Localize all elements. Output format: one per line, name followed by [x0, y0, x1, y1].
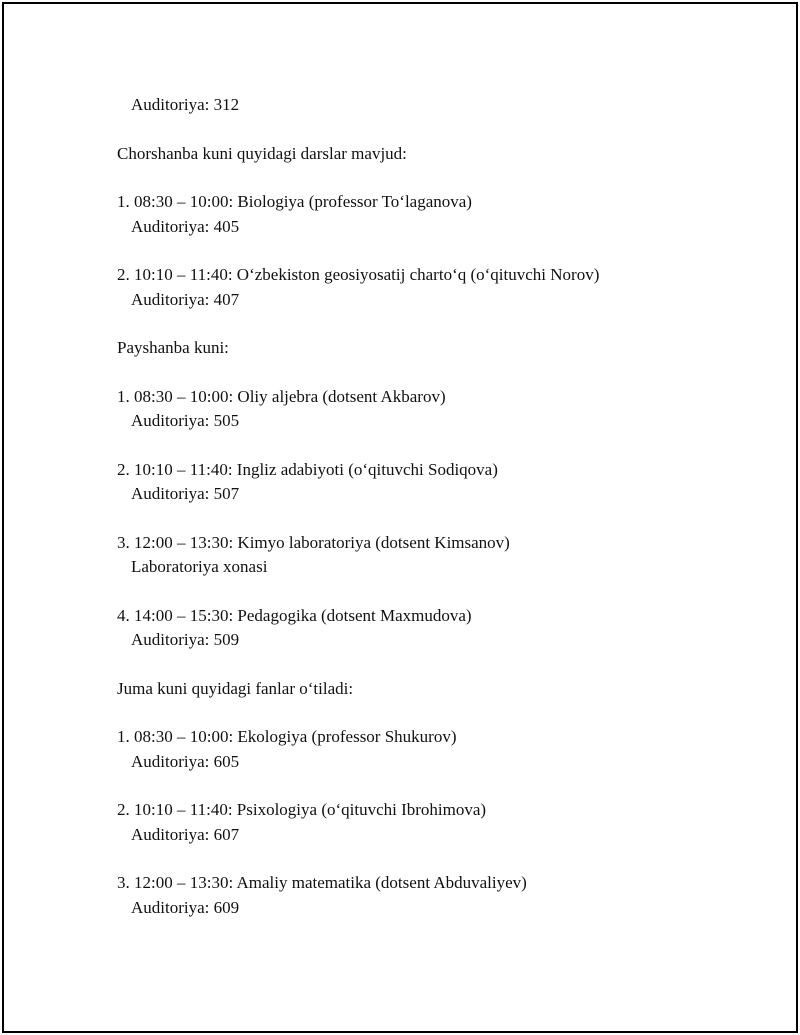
room-line: Auditoriya: 609	[131, 897, 240, 917]
room-line: Auditoriya: 605	[131, 751, 240, 771]
schedule-item-line: 3. 12:00 – 13:30: Amaliy matematika (dotsent Abduvaliyev)	[117, 873, 527, 892]
schedule-item	[117, 190, 757, 239]
room-line: Laboratoriya xonasi	[131, 557, 268, 576]
section-heading: Payshanba kuni:	[117, 338, 229, 357]
schedule-item-line: 1. 08:30 – 10:00: Ekologiya (professor Shukurov)	[117, 727, 457, 746]
schedule-item	[117, 458, 757, 507]
room-line: Auditoriya: 507	[131, 484, 240, 503]
schedule-item	[117, 263, 757, 312]
schedule-item-line: 1. 08:30 – 10:00: Biologiya (professor To‘laganova)	[117, 192, 472, 211]
room-line: Auditoriya: 505	[131, 411, 240, 430]
schedule-item-line: 2. 10:10 – 11:40: O‘zbekiston geosiyosatij charto‘q (o‘qituvchi Norov)	[117, 265, 600, 284]
section-heading-block	[117, 142, 757, 167]
schedule-item	[117, 725, 757, 774]
schedule-item-line: 2. 10:10 – 11:40: Ingliz adabiyoti (o‘qituvchi Sodiqova)	[117, 459, 498, 479]
section-heading: Juma kuni quyidagi fanlar o‘tiladi:	[117, 678, 354, 698]
schedule-item	[117, 385, 757, 434]
schedule-item	[117, 531, 757, 580]
schedule-item	[117, 871, 757, 920]
schedule-item	[117, 798, 757, 847]
top-room-block	[117, 93, 757, 118]
room-line: Auditoriya: 509	[131, 630, 240, 649]
document-body	[117, 93, 757, 944]
schedule-item-line: 4. 14:00 – 15:30: Pedagogika (dotsent Maxmudova)	[117, 605, 472, 625]
room-line: Auditoriya: 407	[131, 289, 240, 309]
room-line: Auditoriya: 607	[131, 824, 240, 844]
section-heading-block	[117, 677, 757, 702]
schedule-item-line: 3. 12:00 – 13:30: Kimyo laboratoriya (dotsent Kimsanov)	[117, 532, 510, 552]
schedule-item-line: 1. 08:30 – 10:00: Oliy aljebra (dotsent Akbarov)	[117, 386, 446, 406]
room-line: Auditoriya: 312	[131, 95, 240, 114]
schedule-item	[117, 604, 757, 653]
schedule-item-line: 2. 10:10 – 11:40: Psixologiya (o‘qituvchi Ibrohimova)	[117, 800, 487, 819]
section-heading: Chorshanba kuni quyidagi darslar mavjud:	[117, 143, 407, 163]
room-line: Auditoriya: 405	[131, 216, 240, 236]
section-heading-block	[117, 336, 757, 361]
